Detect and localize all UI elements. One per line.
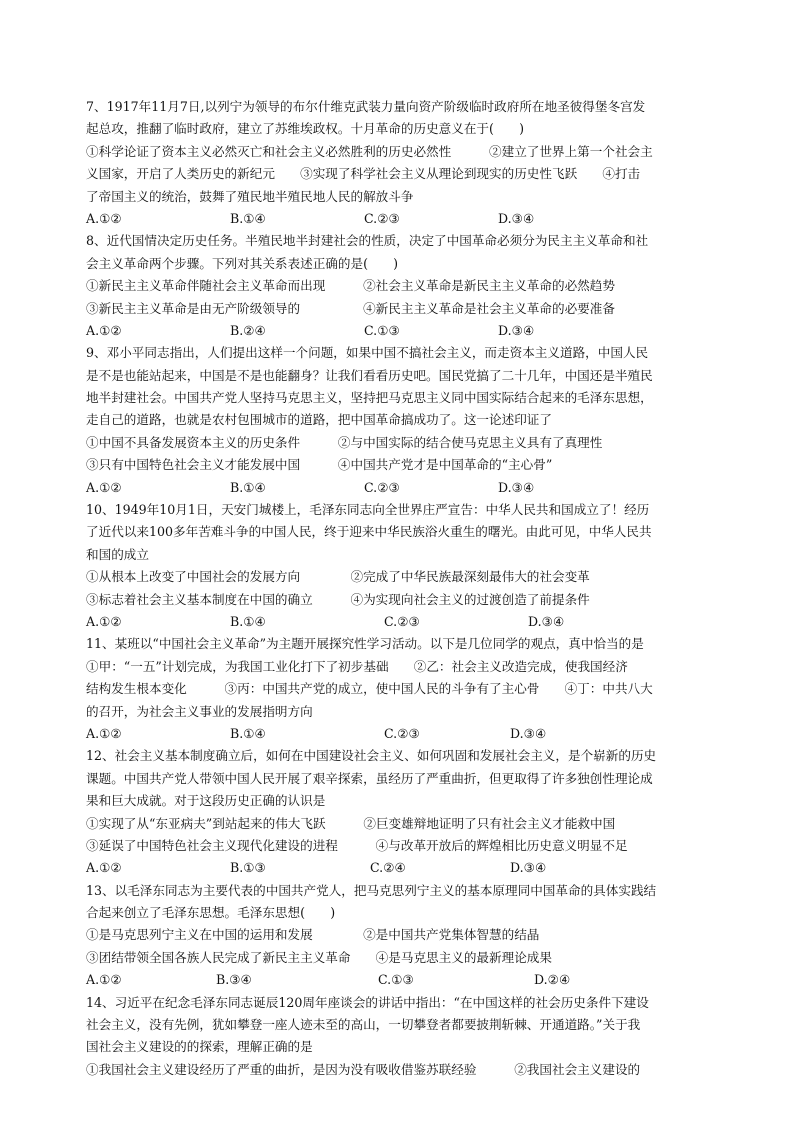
q11-options <box>86 723 720 745</box>
q7-options <box>86 208 720 230</box>
q10-statements: ③标志着社会主义基本制度在中国的确立 ④为实现向社会主义的过渡创造了前提条件 <box>86 591 590 607</box>
q12-statements: ③延误了中国特色社会主义现代化建设的进程 ④与改革开放后的辉煌相比历史意义明显不足 <box>86 837 628 853</box>
q8-statements: ①新民主主义革命伴随社会主义革命而出现 ②社会主义革命是新民主主义革命的必然趋势 <box>86 278 615 294</box>
option-d[interactable]: D.③④ <box>528 613 565 629</box>
q8-stem: 会主义革命两个步骤。下列对其关系表述正确的是( ) <box>86 255 399 271</box>
option-c[interactable]: C.②④ <box>370 860 406 876</box>
q11-stem: 11、某班以“中国社会主义革命”为主题开展探究性学习活动。以下是几位同学的观点，真中恰当的是 <box>86 636 644 652</box>
option-d[interactable]: D.②④ <box>534 972 571 988</box>
option-c[interactable]: C.②③ <box>384 725 420 741</box>
option-b[interactable]: B.①④ <box>230 210 266 226</box>
option-a[interactable]: A.①② <box>86 725 122 741</box>
q14-statements: ①我国社会主义建设经历了严重的曲折，是因为没有吸收借鉴苏联经验 ②我国社会主义建设的 <box>86 1061 641 1077</box>
option-d[interactable]: D.③④ <box>510 860 547 876</box>
q14-stem: 国社会主义建设的的探索，理解正确的是 <box>86 1039 313 1055</box>
q12-statements: ①实现了从“东亚病夫”到站起来的伟大飞跃 ②巨变雄辩地证明了只有社会主义才能救中国 <box>86 815 616 831</box>
q13-statements: ①是马克思列宁主义在中国的运用和发展 ②是中国共产党集体智慧的结晶 <box>86 927 540 943</box>
q10-stem: 了近代以来100多年苦难斗争的中国人民，终于迎来中华民族浴火重生的曙光。由此可见，中华人民共 <box>86 524 652 540</box>
q10-statements: ①从根本上改变了中国社会的发展方向 ②完成了中华民族最深刻最伟大的社会变革 <box>86 569 590 585</box>
q9-stem: 走自己的道路，也就是农村包围城市的道路，把中国革命搞成功了。这一论述印证了 <box>86 412 552 428</box>
option-d[interactable]: D.③④ <box>498 210 535 226</box>
q11-statements: 的召开，为社会主义事业的发展指明方向 <box>86 703 313 719</box>
q10-options <box>86 611 720 633</box>
q9-options <box>86 477 720 499</box>
q13-options <box>86 969 720 991</box>
q9-statements: ①中国不具备发展资本主义的历史条件 ②与中国实际的结合使马克思主义具有了真理性 <box>86 434 603 450</box>
option-c[interactable]: C.①③ <box>378 972 414 988</box>
q7-statements: 了帝国主义的统治，鼓舞了殖民地半殖民地人民的解放斗争 <box>86 188 414 204</box>
option-c[interactable]: C.②③ <box>364 210 400 226</box>
option-a[interactable]: A.①② <box>86 210 122 226</box>
q14-stem: 社会主义，没有先例，犹如攀登一座人迹未至的高山，一切攀登者都要披荆斩棘、开通道路。”关于我 <box>86 1017 641 1033</box>
option-a[interactable]: A.①② <box>86 613 122 629</box>
option-a[interactable]: A.①② <box>86 860 122 876</box>
q8-statements: ③新民主主义革命是由无产阶级领导的 ④新民主主义革命是社会主义革命的必要准备 <box>86 300 615 316</box>
option-d[interactable]: D.③④ <box>498 322 535 338</box>
option-d[interactable]: D.③④ <box>510 725 547 741</box>
option-b[interactable]: B.②④ <box>230 322 266 338</box>
q12-stem: 果和巨大成就。对于这段历史正确的认识是 <box>86 793 326 809</box>
q10-stem: 10、1949年10月1日，天安门城楼上，毛泽东同志向全世界庄严宣告：中华人民共和国成立了！经历 <box>86 502 650 518</box>
q8-options <box>86 320 720 342</box>
option-b[interactable]: B.①④ <box>230 479 266 495</box>
option-a[interactable]: A.①② <box>86 972 122 988</box>
q7-stem: 7、1917年11月7日,以列宁为领导的布尔什维克武装力量向资产阶级临时政府所在地圣彼得堡冬宫发 <box>86 99 646 114</box>
option-c[interactable]: C.①③ <box>364 322 400 338</box>
option-c[interactable]: C.②③ <box>364 479 400 495</box>
option-d[interactable]: D.③④ <box>498 479 535 495</box>
q14-stem: 14、习近平在纪念毛泽东同志诞辰120周年座谈会的讲话中指出：“在中国这样的社会历史条件下建设 <box>86 994 649 1010</box>
q12-options <box>86 857 720 879</box>
q8-stem: 8、近代国情决定历史任务。半殖民地半封建社会的性质，决定了中国革命必须分为民主主义革命和社 <box>86 233 649 249</box>
option-b[interactable]: B.①③ <box>230 860 266 876</box>
q10-stem: 和国的成立 <box>86 546 149 562</box>
q7-stem: 起总攻，推翻了临时政府，建立了苏维埃政权。十月革命的历史意义在于( ) <box>86 121 525 137</box>
q13-stem: 13、以毛泽东同志为主要代表的中国共产党人，把马克思列宁主义的基本原理同中国革命的具体实践结 <box>86 882 657 898</box>
option-a[interactable]: A.①② <box>86 479 122 495</box>
q7-statements: ①科学论证了资本主义必然灭亡和社会主义必然胜利的历史必然性 ②建立了世界上第一个社会主 <box>86 143 653 159</box>
q11-statements: 结构发生根本变化 ③丙：中国共产党的成立，使中国人民的斗争有了主心骨 ④丁：中共八大 <box>86 681 653 697</box>
q13-statements: ③团结带领全国各族人民完成了新民主主义革命 ④是马克思主义的最新理论成果 <box>86 949 552 965</box>
q9-stem: 地半封建社会。中国共产党人坚持马克思主义，坚持把马克思主义同中国实际结合起来的毛泽东思想， <box>86 390 653 406</box>
q13-stem: 合起来创立了毛泽东思想。毛泽东思想( ) <box>86 905 336 921</box>
q12-stem: 12、社会主义基本制度确立后，如何在中国建设社会主义、如何巩固和发展社会主义，是个崭新的历史 <box>86 748 657 764</box>
q11-statements: ①甲：“一五”计划完成，为我国工业化打下了初步基础 ②乙：社会主义改造完成，使我国经济 <box>86 658 628 674</box>
q12-stem: 课题。中国共产党人带领中国人民开展了艰辛探索，虽经历了严重曲折，但更取得了许多独创性理论成 <box>86 770 653 786</box>
option-b[interactable]: B.①④ <box>230 725 266 741</box>
q9-stem: 9、邓小平同志指出，人们提出这样一个问题，如果中国不搞社会主义，而走资本主义道路，中国人民 <box>86 345 649 361</box>
option-c[interactable]: C.②③ <box>384 613 420 629</box>
q7-statements: 义国家，开启了人类历史的新纪元 ③实现了科学社会主义从理论到现实的历史性飞跃 ④打击 <box>86 166 641 182</box>
q9-stem: 是不是也能站起来，中国是不是也能翻身？让我们看看历史吧。国民党搞了二十几年，中国还是半殖民 <box>86 367 653 383</box>
option-b[interactable]: B.①④ <box>230 613 266 629</box>
option-a[interactable]: A.①② <box>86 322 122 338</box>
exam-page <box>86 96 720 1081</box>
option-b[interactable]: B.③④ <box>216 972 252 988</box>
q9-statements: ③只有中国特色社会主义才能发展中国 ④中国共产党才是中国革命的“主心骨” <box>86 457 553 473</box>
